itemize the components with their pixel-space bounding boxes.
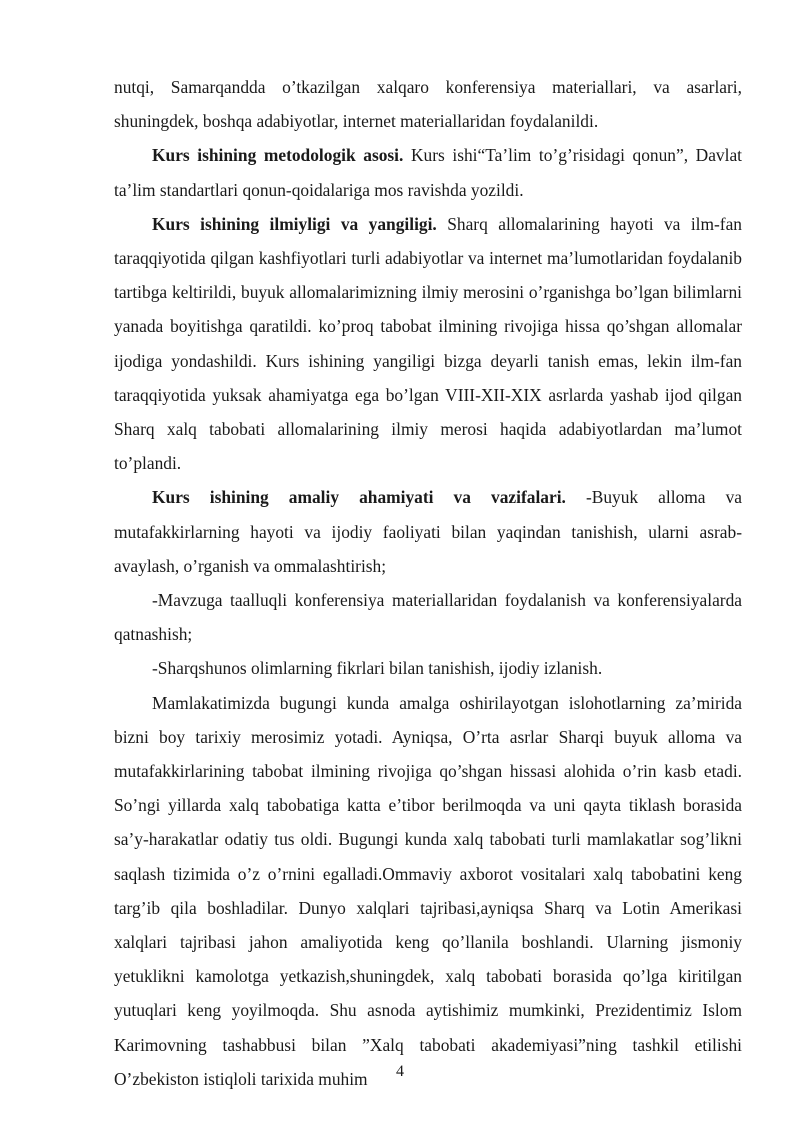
- paragraph-text: Sharq allomalarining hayoti va ilm-fan taraqqiyotida qilgan kashfiyotlari turli adabiyotlar va internet ma’lumotlaridan foydalanib tartibga keltirildi, buyuk allomalarimizning ilmiy merosini o’rganishga bo’lgan bilimlarni yanada boyitishga qaratildi. ko’proq tabobat ilmining rivojiga hissa qo’shgan allomalar ijodiga yondashildi. Kurs ishining yangiligi bizga deyarli tanish emas, lekin ilm-fan taraqqiyotida yuksak ahamiyatga ega bo’lgan VIII-XII-XIX asrlarda yashab ijod qilgan Sharq xalq tabobati allomalarining ilmiy merosi haqida adabiyotlardan ma’lumot to’plandi.: [114, 213, 743, 474]
- paragraph-heading: Kurs ishining amaliy ahamiyati va vazifalari.: [152, 487, 566, 508]
- paragraph-text: nutqi, Samarqandda o’tkazilgan xalqaro konferensiya materiallari, va asarlari, shuningdek, boshqa adabiyotlar, internet materiallaridan foydalanildi.: [114, 77, 742, 132]
- paragraph-text: Mamlakatimizda bugungi kunda amalga oshirilayotgan islohotlarning za’mirida bizni boy tarixiy merosimiz yotadi. Ayniqsa, O’rta asrlar Sharqi buyuk alloma va mutafakkirlarining tabobat ilmining rivojiga qo’shgan hissasi alohida o’rin kasb etadi. So’ngi yillarda xalq tabobatiga katta e’tibor berilmoqda va uni qayta tiklash borasida sa’y-harakatlar odatiy tus oldi. Bugungi kunda xalq tabobati turli mamlakatlar sog’likni saqlash tizimida o’z o’rnini egalladi.Ommaviy axborot vositalari xalq tabobatini keng targ’ib qila boshladilar. Dunyo xalqlari tajribasi,ayniqsa Sharq va Lotin Amerikasi xalqlari tajribasi jahon amaliyotida keng qo’llanila boshlandi. Ularning jismoniy yetuklikni kamolotga yetkazish,shuningdek, xalq tabobati borasida qo’lga kiritilgan yutuqlari keng yoyilmoqda. Shu asnoda aytishimiz mumkinki, Prezidentimiz Islom Karimovning tashabbusi bilan ”Xalq tabobati akademiyasi”ning tashkil etilishi O’zbekiston istiqloli tarixida muhim: [114, 692, 742, 1089]
- document-body: [114, 70, 742, 1096]
- page-number: 4: [396, 1063, 404, 1080]
- paragraph-continuation: [114, 70, 742, 138]
- paragraph-task-research: [114, 651, 742, 685]
- paragraph-heading: Kurs ishining ilmiyligi va yangiligi.: [152, 213, 437, 234]
- paragraph-text: -Sharqshunos olimlarning fikrlari bilan tanishish, ijodiy izlanish.: [152, 658, 603, 679]
- paragraph-methodology: [114, 138, 742, 206]
- paragraph-practical-significance: [114, 480, 742, 583]
- paragraph-heading: Kurs ishining metodologik asosi.: [152, 145, 404, 166]
- paragraph-text: Kurs ishi“Ta’lim to’g’risidagi qonun”, Davlat ta’lim standartlari qonun-qoidalariga mos ravishda yozildi.: [114, 145, 743, 200]
- paragraph-text: -Mavzuga taalluqli konferensiya materiallaridan foydalanish va konferensiyalarda qatnashish;: [114, 590, 742, 645]
- paragraph-novelty: [114, 207, 742, 481]
- paragraph-task-conferences: [114, 583, 742, 651]
- paragraph-text: -Buyuk alloma va mutafakkirlarning hayoti va ijodiy faoliyati bilan yaqindan tanishish, ularni asrab-avaylash, o’rganish va ommalashtirish;: [114, 487, 742, 576]
- paragraph-main: [114, 686, 742, 1096]
